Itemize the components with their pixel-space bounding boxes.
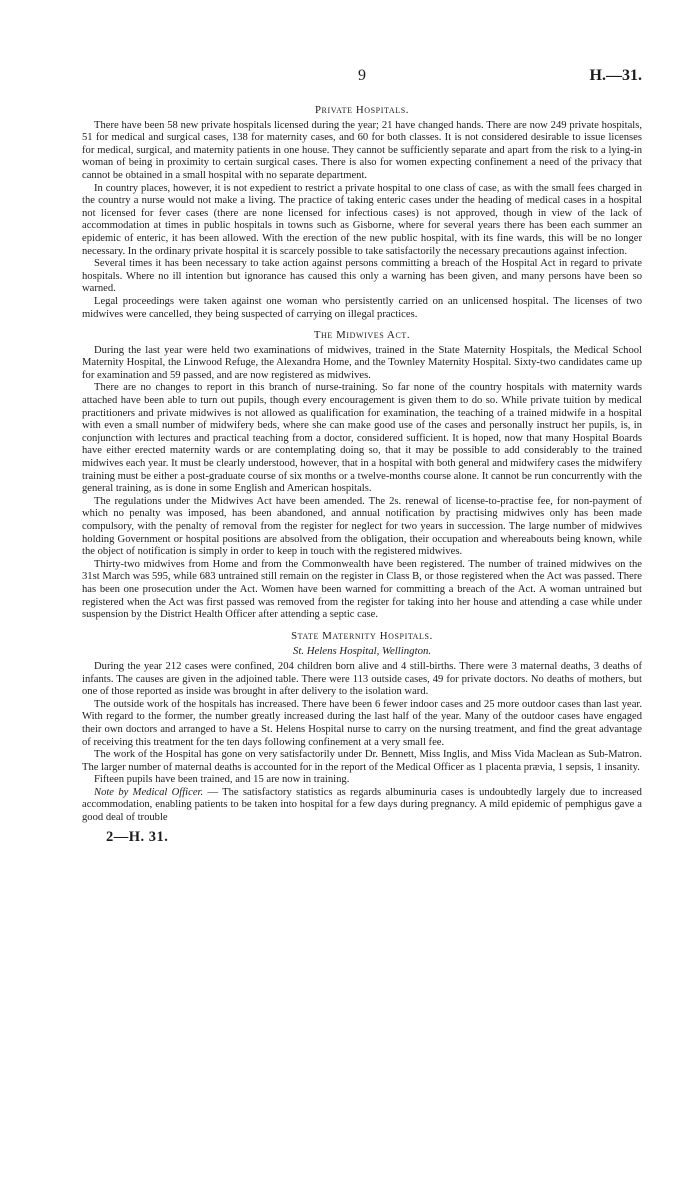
note-text: — The satisfactory statistics as regards albuminuria cases is undoubtedly largely due to increased accommodation, enabling patients to be taken into hospital for a few days during pregnancy. A mild epidemic of pemphigus gave a good deal of trouble <box>82 786 642 824</box>
page-header <box>82 67 642 96</box>
paragraph: During the last year were held two examinations of midwives, trained in the State Maternity Hospitals, the Medical School Maternity Hospital, the Linwood Refuge, the Alexandra Home, and the Townley Maternity Hospital. Sixty-two candidates came up for examination and 59 passed, and are now registered as midwives. <box>82 344 642 381</box>
paragraph: Thirty-two midwives from Home and from the Commonwealth have been registered. The number of trained midwives on the 31st March was 595, while 683 untrained still remain on the register in Class B, or those registered when the Act was passed. There has been one prosecution under the Act. Women have been warned for committing a breach of the Act. A woman untrained but registered when the Act was first passed was removed from the register for taking into her house and attending a case while under suspension by the District Health Officer after attending a septic case. <box>82 558 642 621</box>
paragraph: Legal proceedings were taken against one woman who persistently carried on an unlicensed hospital. The licenses of two midwives were cancelled, they being suspected of carrying on illegal practices. <box>82 295 642 320</box>
paragraph: The outside work of the hospitals has increased. There have been 6 fewer indoor cases and 25 more outdoor cases than last year. With regard to the former, the number greatly increased during the last half of the year. Many of the outdoor cases have engaged their own doctors and arranged to have a St. Helens Hospital nurse to carry on the nursing treatment, and find the great advantage of receiving this treatment for the ten days following confinement at a very small fee. <box>82 698 642 748</box>
section-title-state-maternity: State Maternity Hospitals. <box>291 629 433 642</box>
paragraph: In country places, however, it is not expedient to restrict a private hospital to one class of case, as with the small fees charged in the country a nurse would not make a living. The practice of taking enteric cases under the heading of medical cases in a hospital not licensed for fever cases (there are none licensed for infectious cases) is not approved, though in view of the lack of accommodation at times in public hospitals in towns such as Gisborne, where for several years there has been each summer an epidemic of enteric, it has been allowed. With the erection of the new public hospital, with its fine wards, this will be no longer necessary. In the ordinary private hospital it is scarcely possible to take satisfactorily the necessary precautions against infection. <box>82 182 642 257</box>
paragraph: There are no changes to report in this branch of nurse-training. So far none of the country hospitals with maternity wards attached have been able to turn out pupils, though every encouragement is given them to do so. While private tuition by medical practitioners and private midwives is not allowed as qualification for examination, the teaching of a trained midwife in a hospital with even a small number of midwifery beds, where she can make good use of the cases and personally instruct her pupils, is, in conjunction with lectures and practical teaching from a doctor, considered sufficient. It is hoped, now that many Hospital Boards have either erected maternity wards or are contemplating doing so, that it may be possible to add considerably to the trained midwives each year. It must be clearly understood, however, that in a hospital with both general and midwifery cases the midwifery training must be either a post-graduate course of six months or a twelve-months course alone. It cannot be run concurrently with the general training, as is done in some English and American hospitals. <box>82 382 642 495</box>
paragraph: During the year 212 cases were confined, 204 children born alive and 4 still-births. There were 3 maternal deaths, 3 deaths of infants. The causes are given in the adjoined table. There were 113 outside cases, 49 for private doctors. No deaths of mothers, but one of those reported as inside was brought in after delivery to the isolation ward. <box>82 660 642 698</box>
section-title-midwives-act: The Midwives Act. <box>313 329 411 342</box>
signature-mark: 2—H. 31. <box>106 828 169 845</box>
paragraph: Fifteen pupils have been trained, and 15 are now in training. <box>94 774 350 786</box>
subsection-title-st-helens: St. Helens Hospital, Wellington. <box>292 645 432 658</box>
paragraph: The work of the Hospital has gone on very satisfactorily under Dr. Bennett, Miss Inglis, and Miss Vida Maclean as Sub-Matron. The larger number of maternal deaths is accounted for in the report of the Medical Officer as 1 placenta prævia, 1 sepsis, 1 insanity. <box>82 749 642 773</box>
paragraph: The regulations under the Midwives Act have been amended. The 2s. renewal of license-to-practise fee, for non-payment of which no penalty was imposed, has been abandoned, and annual notification by practising midwives only has been made compulsory, with the penalty of removal from the register for neglect for two years in succession. The large number of midwives holding Government or hospital positions are absolved from the obligation, their occupation and whereabouts being known, while the object of notification is simply in order to keep in touch with the registered midwives. <box>82 495 642 558</box>
section-title-private-hospitals: Private Hospitals. <box>314 104 410 116</box>
page-number: 9 <box>358 67 366 84</box>
series-code: H.—31. <box>589 67 642 84</box>
note-paragraph <box>82 787 642 825</box>
paragraph: There have been 58 new private hospitals licensed during the year; 21 have changed hands. There are now 249 private hospitals, 51 for medical and surgical cases, 138 for maternity cases, and 60 for both classes. It is not considered desirable to issue licenses for medical, surgical, and maternity patients in one house. They cannot be sufficiently separate and apart from the risk to a lying-in woman of being in proximity to certain surgical cases. There is also for women expecting confinement a need of the privacy that cannot be obtained in a small hospital with no separate department. <box>82 119 642 181</box>
note-label: Note by Medical Officer. <box>94 786 204 798</box>
paragraph: Several times it has been necessary to take action against persons committing a breach of the Hospital Act in regard to private hospitals. Where no ill intention but ignorance has caused this only a warning has been given, and many persons have been so warned. <box>82 258 642 295</box>
